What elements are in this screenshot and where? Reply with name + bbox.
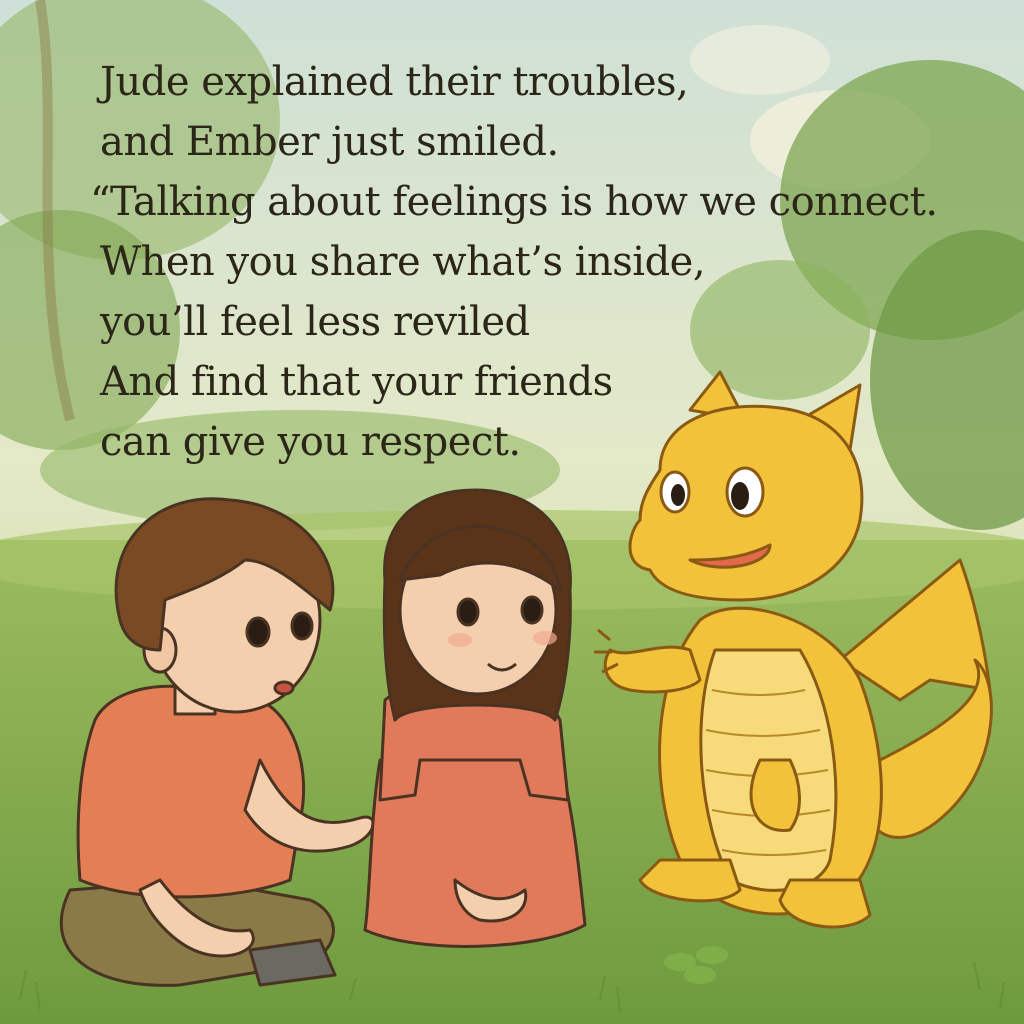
girl-blush [448, 633, 472, 647]
boy-mouth [275, 682, 293, 694]
dragon-pupil [671, 484, 685, 506]
dragon-arm [605, 647, 700, 692]
story-line: And find that your friends [100, 359, 613, 405]
girl-eye [458, 599, 478, 625]
girl-blush [533, 631, 557, 645]
story-line: can give you respect. [100, 419, 521, 465]
story-line: Jude explained their troubles, [100, 59, 689, 105]
girl-eye [522, 597, 542, 623]
story-line: and Ember just smiled. [100, 119, 559, 165]
story-line: you’ll feel less reviled [100, 299, 530, 345]
story-line: “Talking about feelings is how we connect. [90, 179, 938, 225]
dragon-hand [751, 760, 799, 830]
boy-eye [247, 618, 269, 646]
story-line: When you share what’s inside, [100, 239, 706, 285]
boy-eye [292, 613, 312, 639]
dragon-pupil [731, 482, 749, 510]
girl-character [365, 490, 585, 946]
story-text [90, 52, 1000, 472]
